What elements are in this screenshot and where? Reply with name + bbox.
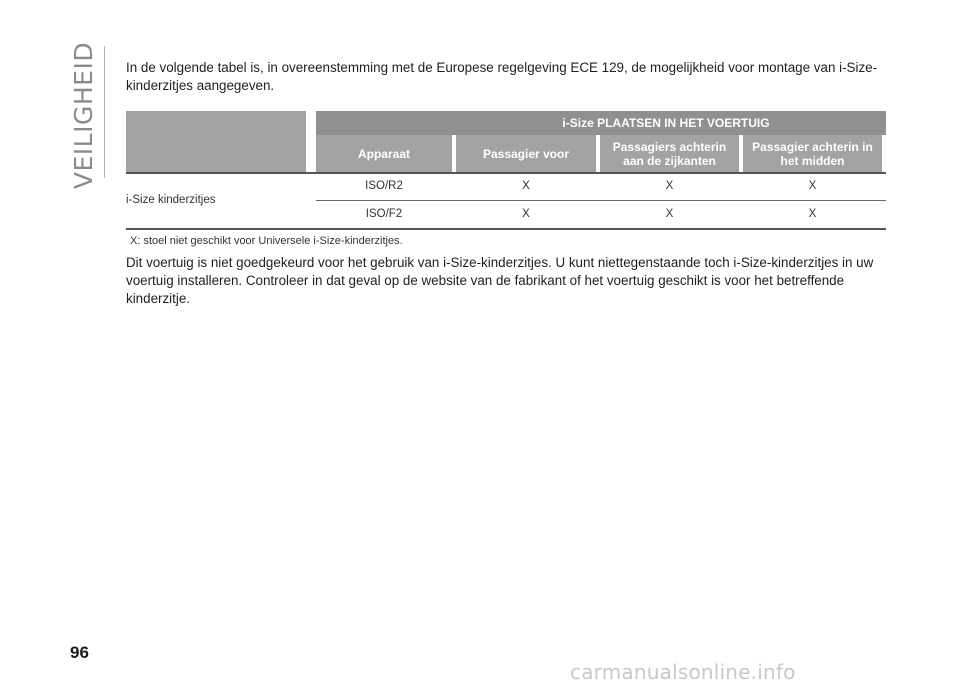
table-footnote: X: stoel niet geschikt voor Universele i-Size-kinderzitjes. <box>130 235 403 247</box>
cell-device: ISO/F2 <box>365 208 403 220</box>
section-divider <box>104 46 105 178</box>
table-rule-bottom <box>126 228 886 230</box>
table-column-headers <box>316 135 886 172</box>
cell-rear-side: X <box>665 180 674 192</box>
table-rule-middle <box>316 200 886 201</box>
cell-device: ISO/R2 <box>365 180 403 192</box>
cell-rear-middle: X <box>808 208 817 220</box>
section-title-text: VEILIGHEID <box>69 41 99 189</box>
table-header <box>316 111 886 172</box>
cell-rear-side: X <box>665 208 674 220</box>
column-header-front: Passagier voor <box>456 135 596 172</box>
watermark: carmanualsonline.info <box>570 660 796 684</box>
column-header-device: Apparaat <box>316 135 452 172</box>
cell-rear-middle: X <box>808 180 817 192</box>
table-rule-top <box>126 172 886 174</box>
cell-front: X <box>522 180 530 192</box>
page-number: 96 <box>70 643 89 662</box>
column-header-rear-middle: Passagier achterin in het midden <box>743 135 882 172</box>
intro-paragraph: In de volgende tabel is, in overeenstemming met de Europese regelgeving ECE 129, de mogelijkheid voor montage van i-Size-kinderzitjes aangegeven. <box>126 60 878 93</box>
table-row <box>316 208 886 220</box>
table-body <box>126 172 886 229</box>
row-label: i-Size kinderzitjes <box>126 194 216 206</box>
body-paragraph: Dit voertuig is niet goedgekeurd voor het gebruik van i-Size-kinderzitjes. U kunt niettegenstaande toch i-Size-kinderzitjes in uw voertuig installeren. Controleer in dat geval op de website van de fabrikant of het voertuig geschikt is voor het betreffende kinderzitje. <box>126 255 874 306</box>
section-title <box>62 41 106 189</box>
table-group-header: i-Size PLAATSEN IN HET VOERTUIG <box>316 111 886 135</box>
table-header-blank <box>126 111 306 172</box>
table-row <box>316 180 886 192</box>
column-header-rear-side: Passagiers achterin aan de zijkanten <box>600 135 739 172</box>
cell-front: X <box>522 208 530 220</box>
